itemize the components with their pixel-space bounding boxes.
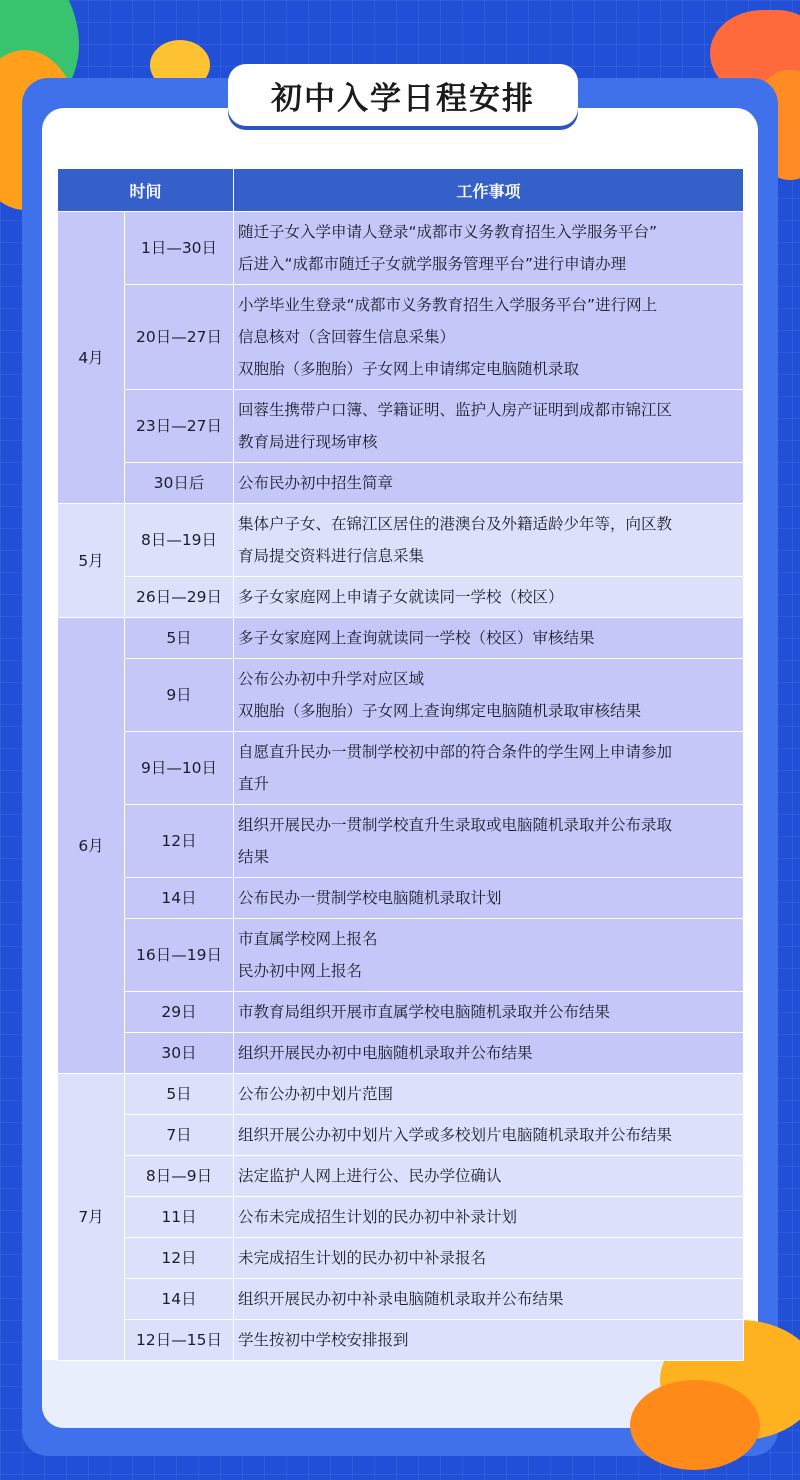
table-row xyxy=(58,1238,744,1279)
table-row xyxy=(58,992,744,1033)
task-cell xyxy=(234,1197,744,1238)
table-row xyxy=(58,878,744,919)
date-cell: 11日 xyxy=(125,1197,234,1238)
month-group xyxy=(58,504,744,618)
task-line: 多子女家庭网上申请子女就读同一学校（校区） xyxy=(238,588,564,606)
header-task: 工作事项 xyxy=(234,169,744,212)
task-line: 集体户子女、在锦江区居住的港澳台及外籍适龄少年等，向区教 xyxy=(238,515,673,533)
month-cell: 5月 xyxy=(58,504,125,618)
task-line: 公布公办初中划片范围 xyxy=(238,1085,394,1103)
task-line: 组织开展民办一贯制学校直升生录取或电脑随机录取并公布录取 xyxy=(238,816,673,834)
task-cell xyxy=(234,1156,744,1197)
month-cell: 6月 xyxy=(58,618,125,1074)
date-cell: 9日—10日 xyxy=(125,732,234,805)
date-cell: 5日 xyxy=(125,1074,234,1115)
date-cell: 14日 xyxy=(125,1279,234,1320)
table-row xyxy=(58,463,744,504)
task-cell xyxy=(234,504,744,577)
date-cell: 7日 xyxy=(125,1115,234,1156)
title-plate xyxy=(228,64,578,126)
table-row xyxy=(58,618,744,659)
task-cell xyxy=(234,1279,744,1320)
table-row xyxy=(58,1074,744,1115)
task-cell xyxy=(234,390,744,463)
task-line: 公布民办初中招生简章 xyxy=(238,474,394,492)
date-cell: 30日 xyxy=(125,1033,234,1074)
table-row xyxy=(58,1320,744,1361)
task-cell xyxy=(234,805,744,878)
task-cell xyxy=(234,1033,744,1074)
task-line: 小学毕业生登录“成都市义务教育招生入学服务平台”进行网上 xyxy=(238,296,658,314)
table-row xyxy=(58,1033,744,1074)
date-cell: 26日—29日 xyxy=(125,577,234,618)
table-row xyxy=(58,659,744,732)
task-cell xyxy=(234,618,744,659)
table-row xyxy=(58,1115,744,1156)
date-cell: 20日—27日 xyxy=(125,285,234,390)
table-header-row xyxy=(58,169,744,212)
table-row xyxy=(58,732,744,805)
task-line: 公布民办一贯制学校电脑随机录取计划 xyxy=(238,889,502,907)
table-row xyxy=(58,577,744,618)
task-cell xyxy=(234,919,744,992)
table-row xyxy=(58,805,744,878)
task-line: 育局提交资料进行信息采集 xyxy=(238,547,425,565)
task-cell xyxy=(234,285,744,390)
task-line: 组织开展民办初中电脑随机录取并公布结果 xyxy=(238,1044,533,1062)
task-cell xyxy=(234,1238,744,1279)
task-line: 后进入“成都市随迁子女就学服务管理平台”进行申请办理 xyxy=(238,255,627,273)
task-cell xyxy=(234,1115,744,1156)
task-cell xyxy=(234,212,744,285)
task-line: 多子女家庭网上查询就读同一学校（校区）审核结果 xyxy=(238,629,595,647)
table-row xyxy=(58,285,744,390)
table-row xyxy=(58,919,744,992)
date-cell: 30日后 xyxy=(125,463,234,504)
task-line: 教育局进行现场审核 xyxy=(238,433,378,451)
task-line: 公布公办初中升学对应区域 xyxy=(238,670,425,688)
table-row xyxy=(58,504,744,577)
task-line: 结果 xyxy=(238,848,270,866)
date-cell: 1日—30日 xyxy=(125,212,234,285)
month-cell: 4月 xyxy=(58,212,125,504)
date-cell: 5日 xyxy=(125,618,234,659)
schedule-table xyxy=(57,168,744,1361)
table-row xyxy=(58,1156,744,1197)
task-line: 未完成招生计划的民办初中补录报名 xyxy=(238,1249,487,1267)
task-cell xyxy=(234,659,744,732)
month-group xyxy=(58,212,744,504)
date-cell: 12日 xyxy=(125,1238,234,1279)
decor-orange-shape-bottom-right xyxy=(630,1380,760,1470)
task-line: 直升 xyxy=(238,775,270,793)
date-cell: 9日 xyxy=(125,659,234,732)
task-cell xyxy=(234,1320,744,1361)
task-cell xyxy=(234,1074,744,1115)
month-cell: 7月 xyxy=(58,1074,125,1361)
date-cell: 16日—19日 xyxy=(125,919,234,992)
task-cell xyxy=(234,577,744,618)
month-group xyxy=(58,618,744,1074)
task-line: 组织开展民办初中补录电脑随机录取并公布结果 xyxy=(238,1290,564,1308)
date-cell: 8日—9日 xyxy=(125,1156,234,1197)
task-cell xyxy=(234,732,744,805)
date-cell: 8日—19日 xyxy=(125,504,234,577)
task-line: 民办初中网上报名 xyxy=(238,962,363,980)
date-cell: 12日—15日 xyxy=(125,1320,234,1361)
table-row xyxy=(58,1279,744,1320)
date-cell: 12日 xyxy=(125,805,234,878)
table-row xyxy=(58,212,744,285)
task-line: 学生按初中学校安排报到 xyxy=(238,1331,409,1349)
task-line: 双胞胎（多胞胎）子女网上查询绑定电脑随机录取审核结果 xyxy=(238,702,642,720)
month-group xyxy=(58,1074,744,1361)
task-line: 市教育局组织开展市直属学校电脑随机录取并公布结果 xyxy=(238,1003,611,1021)
task-line: 回蓉生携带户口簿、学籍证明、监护人房产证明到成都市锦江区 xyxy=(238,401,673,419)
date-cell: 23日—27日 xyxy=(125,390,234,463)
task-cell xyxy=(234,878,744,919)
date-cell: 29日 xyxy=(125,992,234,1033)
task-line: 公布未完成招生计划的民办初中补录计划 xyxy=(238,1208,518,1226)
date-cell: 14日 xyxy=(125,878,234,919)
task-line: 法定监护人网上进行公、民办学位确认 xyxy=(238,1167,502,1185)
table-row xyxy=(58,390,744,463)
task-line: 组织开展公办初中划片入学或多校划片电脑随机录取并公布结果 xyxy=(238,1126,673,1144)
header-time: 时间 xyxy=(58,169,234,212)
task-line: 双胞胎（多胞胎）子女网上申请绑定电脑随机录取 xyxy=(238,360,580,378)
task-cell xyxy=(234,992,744,1033)
task-line: 信息核对（含回蓉生信息采集） xyxy=(238,328,456,346)
task-line: 自愿直升民办一贯制学校初中部的符合条件的学生网上申请参加 xyxy=(238,743,673,761)
task-line: 市直属学校网上报名 xyxy=(238,930,378,948)
page-title: 初中入学日程安排 xyxy=(271,80,535,117)
task-cell xyxy=(234,463,744,504)
task-line: 随迁子女入学申请人登录“成都市义务教育招生入学服务平台” xyxy=(238,223,658,241)
table-row xyxy=(58,1197,744,1238)
